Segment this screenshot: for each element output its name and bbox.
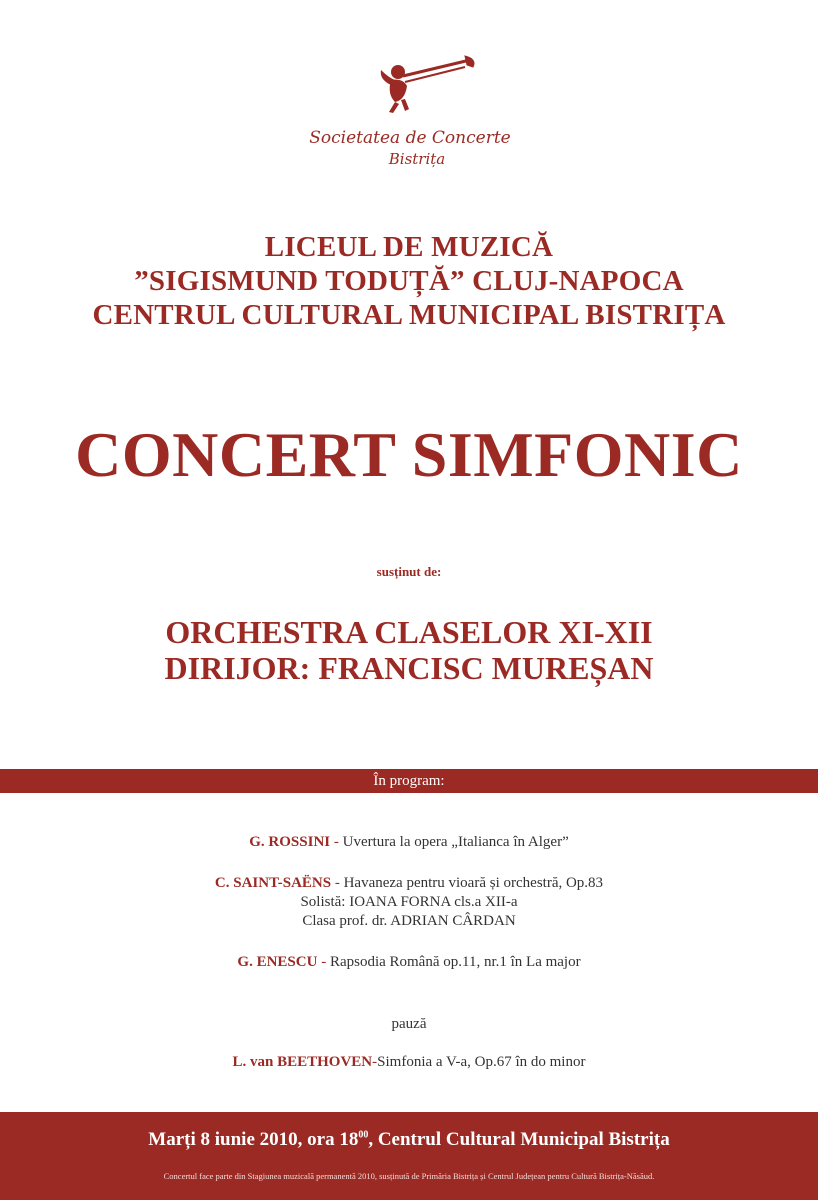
performer-line-1: ORCHESTRA CLASELOR XI-XII — [165, 614, 653, 650]
composer-rossini: G. ROSSINI — [249, 834, 331, 850]
footer-banner — [0, 1112, 818, 1200]
program-item-beethoven: L. van BEETHOVEN-Simfonia a V-a, Op.67 în do minor — [232, 1054, 586, 1070]
logo — [295, 50, 525, 175]
footer-note: Concertul face parte din Stagiunea muzicală permanentă 2010, susținută de Primăria Bistrița și Centrul Județean pentru Cultură Bistrița-Năsăud. — [163, 1171, 655, 1181]
cherub-trombone-icon — [381, 56, 474, 113]
pause-label: pauză — [391, 1016, 427, 1032]
logo-line-1: Societatea de Concerte — [309, 128, 511, 148]
program-item-rossini: G. ROSSINI - Uvertura la opera „Italianca în Alger” — [249, 834, 569, 850]
organizer-line-2: ”SIGISMUND TODUȚĂ” CLUJ-NAPOCA — [134, 265, 684, 297]
program-banner — [0, 769, 818, 793]
work-rossini: Uvertura la opera „Italianca în Alger” — [342, 834, 569, 850]
composer-beethoven: L. van BEETHOVEN — [232, 1054, 373, 1070]
program-item-saint-saens: C. SAINT-SAËNS - Havaneza pentru vioară și orchestră, Op.83 — [214, 875, 604, 891]
work-beethoven: Simfonia a V-a, Op.67 în do minor — [377, 1054, 586, 1070]
composer-enescu: G. ENESCU — [237, 954, 318, 970]
soloist-line: Solistă: IOANA FORNA cls.a XII-a — [300, 894, 518, 910]
work-enescu: Rapsodia Română op.11, nr.1 în La major — [329, 954, 581, 970]
footer-date-venue — [0, 1129, 818, 1151]
teacher-line: Clasa prof. dr. ADRIAN CÂRDAN — [302, 913, 516, 929]
footer-date-time: Marți 8 iunie 2010, ora 18 — [148, 1129, 359, 1150]
program-label: În program: — [373, 773, 445, 789]
organizer-line-3: CENTRUL CULTURAL MUNICIPAL BISTRIȚA — [92, 299, 726, 331]
program-item-enescu: G. ENESCU - Rapsodia Română op.11, nr.1 în La major — [237, 954, 581, 970]
performer-line-2: DIRIJOR: FRANCISC MUREȘAN — [164, 650, 654, 686]
work-saint-saens: Havaneza pentru vioară și orchestră, Op.83 — [343, 875, 604, 891]
organizer-line-1: LICEUL DE MUZICĂ — [264, 231, 554, 263]
logo-line-2: Bistrița — [388, 150, 446, 168]
footer-time-minutes: 00 — [358, 1129, 369, 1141]
supported-by-label: susținut de: — [376, 564, 442, 579]
footer-venue: , Centrul Cultural Municipal Bistrița — [368, 1129, 670, 1150]
composer-saint-saens: C. SAINT-SAËNS — [214, 875, 332, 891]
concert-title: CONCERT SIMFONIC — [75, 419, 743, 490]
